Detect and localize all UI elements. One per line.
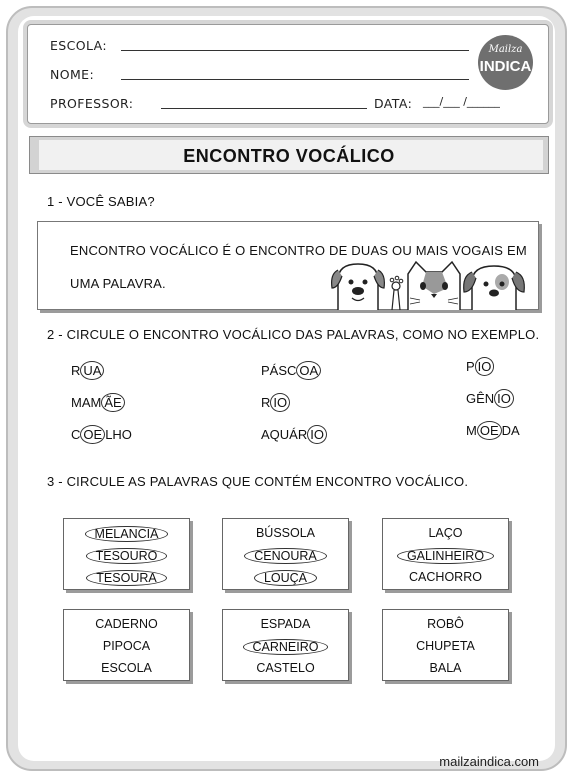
word-card: [382, 609, 509, 681]
vowel-encounter-circled[interactable]: OE: [80, 425, 105, 444]
vowel-encounter-circled[interactable]: UA: [80, 361, 104, 380]
word-start: M: [466, 423, 477, 438]
card-word[interactable]: CACHORRO: [409, 570, 482, 584]
logo-bottom-text: INDICA: [479, 58, 532, 75]
vowel-word: [261, 363, 321, 378]
card-word[interactable]: BALA: [429, 661, 462, 675]
card-word-circled[interactable]: LOUÇA: [254, 570, 317, 586]
word-card: [63, 609, 190, 681]
info-line-1: ENCONTRO VOCÁLICO É O ENCONTRO DE DUAS OU MAIS VOGAIS EM: [70, 243, 527, 258]
name-label: NOME:: [50, 67, 95, 82]
word-end: DA: [501, 423, 520, 438]
section3-heading: 3 - CIRCULE AS PALAVRAS QUE CONTÉM ENCONTRO VOCÁLICO.: [47, 474, 469, 489]
word-start: R: [71, 363, 81, 378]
word-start: P: [466, 359, 475, 374]
puppy-icon: [464, 266, 525, 310]
vowel-word: [466, 391, 514, 406]
teacher-label: PROFESSOR:: [50, 96, 134, 111]
word-start: C: [71, 427, 81, 442]
cat-icon: [408, 262, 460, 310]
word-start: GÊN: [466, 391, 495, 406]
teacher-line[interactable]: [161, 108, 367, 109]
card-word-circled[interactable]: CARNEIRO: [243, 639, 329, 655]
date-blank[interactable]: ___/___ /______: [423, 95, 500, 108]
card-word-row: [64, 639, 189, 653]
card-word-row: [64, 661, 189, 675]
vowel-encounter-circled[interactable]: IO: [307, 425, 327, 444]
word-card: [63, 518, 190, 590]
card-word-row: [383, 548, 508, 564]
card-word[interactable]: BÚSSOLA: [255, 526, 316, 540]
card-word-row: [64, 548, 189, 564]
vowel-encounter-circled[interactable]: IO: [475, 357, 495, 376]
card-word-row: [64, 617, 189, 631]
vowel-encounter-circled[interactable]: IO: [270, 393, 290, 412]
footer-url[interactable]: mailzaindica.com: [439, 754, 539, 769]
vowel-word: [71, 395, 125, 410]
word-start: PÁSC: [261, 363, 297, 378]
vowel-word: [71, 427, 132, 442]
pets-illustration: [330, 260, 536, 312]
card-word-row: [223, 548, 348, 564]
card-word-circled[interactable]: GALINHEIRO: [397, 548, 494, 564]
word-card: [382, 518, 509, 590]
info-box: [37, 221, 539, 310]
vowel-encounter-circled[interactable]: OA: [296, 361, 321, 380]
word-start: R: [261, 395, 271, 410]
card-word-circled[interactable]: TESOURO: [86, 548, 168, 564]
card-word-row: [383, 617, 508, 631]
word-start: MAM: [71, 395, 102, 410]
vowel-encounter-circled[interactable]: OE: [477, 421, 502, 440]
vowel-word: [261, 395, 290, 410]
card-word-row: [64, 570, 189, 586]
title-bar: [29, 136, 549, 174]
logo: [478, 35, 533, 90]
card-word-row: [223, 570, 348, 586]
dog-icon: [332, 264, 385, 310]
card-word-circled[interactable]: TESOURA: [86, 570, 166, 586]
vowel-word: [71, 363, 104, 378]
vowel-word: [261, 427, 327, 442]
vowel-word: [466, 359, 494, 374]
card-word[interactable]: CADERNO: [95, 617, 158, 631]
name-line[interactable]: [121, 79, 469, 80]
card-word[interactable]: LAÇO: [428, 526, 463, 540]
card-word[interactable]: ESPADA: [260, 617, 311, 631]
vowel-encounter-circled[interactable]: IO: [494, 389, 514, 408]
section1-heading: 1 - VOCÊ SABIA?: [47, 194, 155, 209]
vowel-encounter-circled[interactable]: ÃE: [101, 393, 124, 412]
card-word-row: [64, 526, 189, 542]
card-word-row: [383, 639, 508, 653]
card-word-circled[interactable]: MELANCIA: [85, 526, 169, 542]
word-end: LHO: [105, 427, 132, 442]
section2-heading: 2 - CIRCULE O ENCONTRO VOCÁLICO DAS PALAVRAS, COMO NO EXEMPLO.: [47, 327, 540, 342]
card-word-row: [223, 617, 348, 631]
paw-icon: [390, 276, 403, 310]
vowel-word: [466, 423, 520, 438]
card-word-row: [223, 526, 348, 540]
card-word-row: [223, 661, 348, 675]
card-word-row: [383, 570, 508, 584]
card-word-row: [223, 639, 348, 655]
school-line[interactable]: [121, 50, 469, 51]
card-word-circled[interactable]: CENOURA: [244, 548, 327, 564]
word-card: [222, 609, 349, 681]
card-word[interactable]: ESCOLA: [101, 661, 152, 675]
info-line-2: UMA PALAVRA.: [70, 276, 166, 291]
word-start: AQUÁR: [261, 427, 308, 442]
card-word[interactable]: PIPOCA: [102, 639, 151, 653]
card-word[interactable]: CASTELO: [256, 661, 315, 675]
card-word[interactable]: CHUPETA: [416, 639, 475, 653]
page-title: ENCONTRO VOCÁLICO: [183, 146, 395, 166]
school-label: ESCOLA:: [50, 38, 107, 53]
card-word-row: [383, 661, 508, 675]
date-label: DATA:: [374, 96, 413, 111]
logo-top-text: Mailza: [488, 44, 523, 55]
card-word[interactable]: ROBÔ: [427, 617, 464, 631]
card-word-row: [383, 526, 508, 540]
word-card: [222, 518, 349, 590]
